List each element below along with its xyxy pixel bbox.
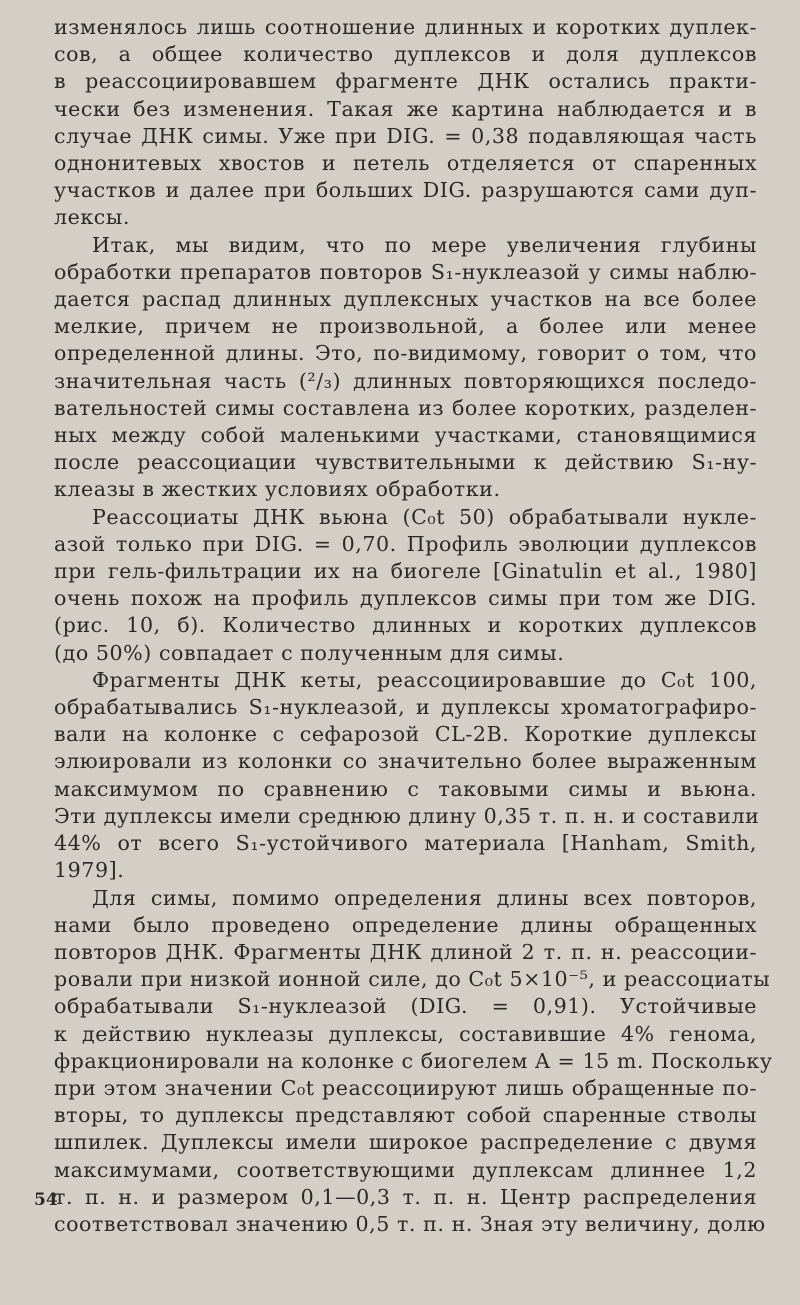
text-line: сов, а общее количество дуплексов и доля дуплексов [54,42,757,67]
text-line: мелкие, причем не произвольной, а более или менее [54,314,757,339]
text-line: при гель-фильтрации их на биогеле [Ginatulin et al., 1980] [54,559,757,584]
text-line: соответствовал значению 0,5 т. п. н. Зная эту величину, долю [54,1211,766,1236]
text-line: нами было проведено определение длины обращенных [54,912,757,937]
text-line: случае ДНК симы. Уже при DIG. = 0,38 подавляющая часть [54,123,757,148]
text-line: при этом значении C₀t реассоциируют лишь обращенные по- [54,1075,757,1100]
text-line: повторов ДНК. Фрагменты ДНК длиной 2 т. п. н. реассоции- [54,939,757,964]
text-line: вали на колонке с сефарозой CL-2B. Короткие дуплексы [54,722,757,747]
paragraph [54,504,757,667]
text-line: ных между собой маленькими участками, становящимися [54,423,757,448]
text-line: Фрагменты ДНК кеты, реассоциировавшие до C₀t 100, [92,667,757,692]
text-line: в реассоциировавшем фрагменте ДНК остались практи- [54,69,757,94]
text-line: т. п. н. и размером 0,1—0,3 т. п. н. Центр распределения [54,1184,757,1209]
text-line: фракционировали на колонке с биогелем A = 15 m. Поскольку [54,1048,773,1073]
text-line: азой только при DIG. = 0,70. Профиль эволюции дуплексов [54,531,757,556]
text-line: чески без изменения. Такая же картина наблюдается и в [54,96,757,121]
text-line: значительная часть (²/₃) длинных повторяющихся последо- [54,368,757,393]
text-line: очень похож на профиль дуплексов симы при том же DIG. [54,586,757,611]
text-line: (до 50%) совпадает с полученным для симы. [54,640,565,665]
text-line: максимумами, соответствующими дуплексам длиннее 1,2 [54,1157,757,1182]
page-number: 54 [34,1190,58,1210]
text-line: однонитевых хвостов и петель отделяется от спаренных [54,151,757,176]
text-line: Итак, мы видим, что по мере увеличения глубины [92,232,757,257]
text-line: элюировали из колонки со значительно более выраженным [54,749,757,774]
text-line: ровали при низкой ионной силе, до C₀t 5×10⁻⁵, и реассоциаты [54,967,771,992]
paragraph [54,232,757,504]
text-line: шпилек. Дуплексы имели широкое распределение с двумя [54,1130,757,1155]
text-line: вательностей симы составлена из более коротких, разделен- [54,395,757,420]
text-line: обрабатывали S₁-нуклеазой (DIG. = 0,91). Устойчивые [54,994,757,1019]
text-line: к действию нуклеазы дуплексы, составившие 4% генома, [54,1021,757,1046]
text-line: 1979]. [54,858,125,883]
text-line: определенной длины. Это, по-видимому, говорит о том, что [54,341,757,366]
paragraph [54,14,757,232]
body-text [54,14,773,1238]
text-line: лексы. [54,205,130,230]
text-line: дается распад длинных дуплексных участков на все более [54,287,757,312]
text-line: обрабатывались S₁-нуклеазой, и дуплексы хроматографиро- [54,695,757,720]
text-line: обработки препаратов повторов S₁-нуклеазой у симы наблю- [54,259,757,284]
paragraph [54,667,760,885]
text-line: 44% от всего S₁-устойчивого материала [Hanham, Smith, [54,831,757,856]
text-line: после реассоциации чувствительными к действию S₁-ну- [54,450,757,475]
text-line: участков и далее при больших DIG. разрушаются сами дуп- [54,178,757,203]
text-line: вторы, то дуплексы представляют собой спаренные стволы [54,1103,757,1128]
text-line: Эти дуплексы имели среднюю длину 0,35 т. п. н. и составили [54,803,760,828]
paragraph [54,885,773,1239]
text-line: Реассоциаты ДНК вьюна (C₀t 50) обрабатывали нукле- [92,504,757,529]
text-line: (рис. 10, б). Количество длинных и коротких дуплексов [54,613,757,638]
text-line: изменялось лишь соотношение длинных и коротких дуплек- [54,15,757,39]
text-line: максимумом по сравнению с таковыми симы и вьюна. [54,776,757,801]
text-line: клеазы в жестких условиях обработки. [54,477,501,502]
text-line: Для симы, помимо определения длины всех повторов, [92,885,757,910]
